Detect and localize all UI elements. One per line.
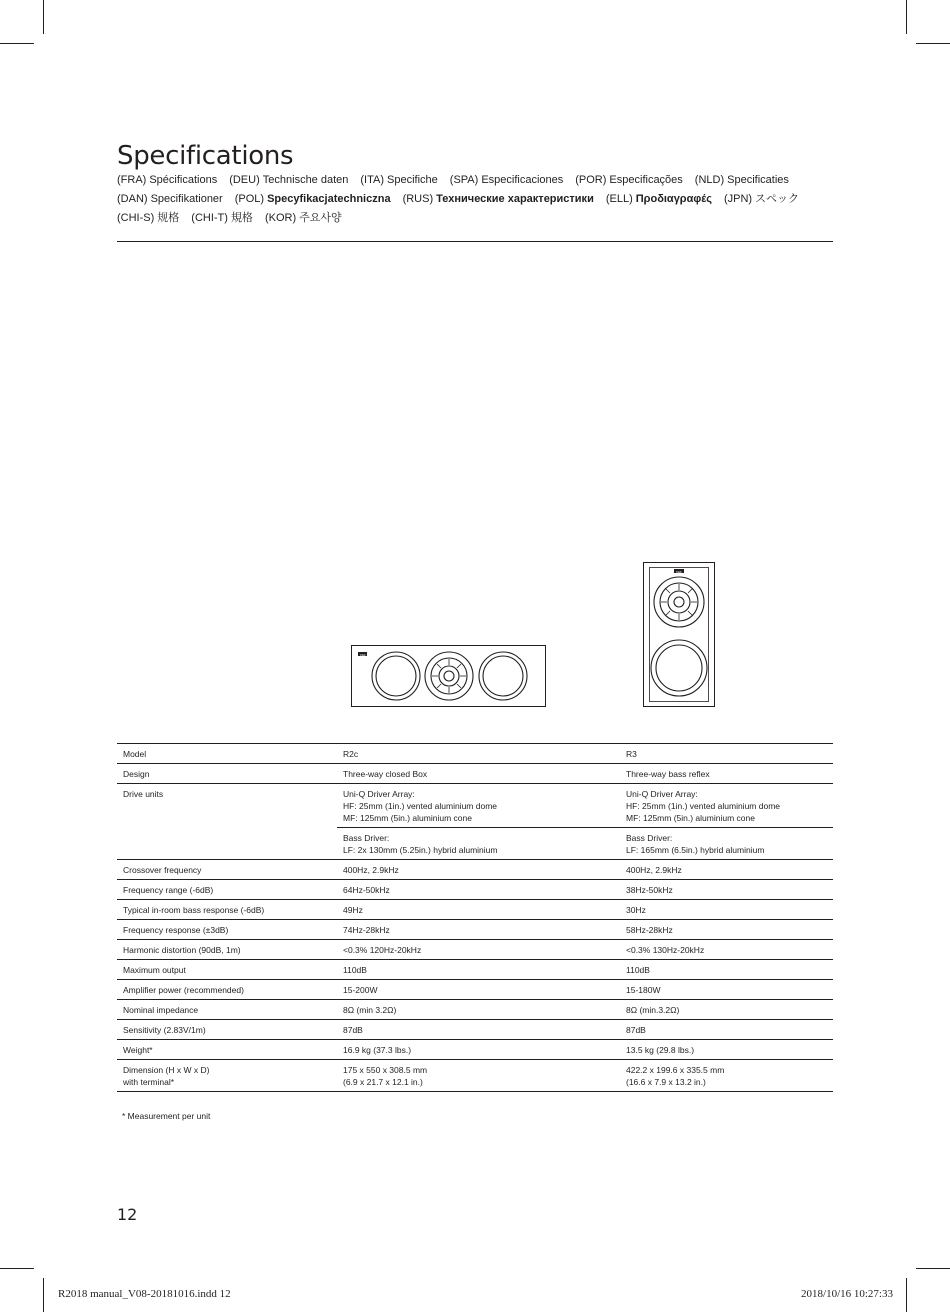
r2c-logo: KEF (360, 653, 366, 657)
translation-item (360, 174, 437, 186)
translated-title: Especificações (609, 174, 683, 186)
translated-title: 規格 (230, 212, 253, 224)
language-code: (POR) (575, 174, 607, 186)
spec-value-r3: 8Ω (min.3.2Ω) (620, 1000, 833, 1020)
spec-value-r3: 422.2 x 199.6 x 335.5 mm (16.6 x 7.9 x 13.2 in.) (620, 1060, 833, 1092)
crop-mark (43, 1278, 44, 1312)
spec-value-r2c: <0.3% 120Hz-20kHz (337, 940, 620, 960)
translations-line (117, 171, 832, 190)
spec-value-r3: 15-180W (620, 980, 833, 1000)
spec-value-r2c: Bass Driver: LF: 2x 130mm (5.25in.) hybrid aluminium (337, 828, 620, 860)
spec-value-r3: 400Hz, 2.9kHz (620, 860, 833, 880)
title-translations (117, 171, 832, 228)
page-number: 12 (117, 1205, 138, 1224)
translation-item (450, 174, 563, 186)
table-row (117, 1060, 833, 1092)
translated-title: Προδιαγραφές (635, 193, 712, 205)
table-header-row (117, 744, 833, 764)
crop-mark (0, 1268, 34, 1269)
translated-title: スペック (755, 193, 800, 205)
translation-item (695, 174, 789, 186)
spec-label: Sensitivity (2.83V/1m) (117, 1020, 337, 1040)
language-code: (ELL) (605, 193, 633, 205)
language-code: (KOR) (264, 212, 297, 224)
header-r2c: R2c (337, 744, 620, 764)
language-code: (JPN) (723, 193, 753, 205)
translations-line (117, 190, 832, 209)
slug-timestamp: 2018/10/16 10:27:33 (801, 1288, 893, 1300)
language-code: (NLD) (694, 174, 725, 186)
language-code: (SPA) (449, 174, 479, 186)
language-code: (CHI-S) (117, 212, 155, 224)
translation-item (265, 212, 342, 224)
spec-label: Frequency range (-6dB) (117, 880, 337, 900)
translation-item (403, 193, 594, 205)
translated-title: Технические характеристики (436, 193, 594, 205)
translation-item (117, 174, 217, 186)
language-code: (DEU) (229, 174, 260, 186)
language-code: (FRA) (117, 174, 147, 186)
spec-label: Dimension (H x W x D) with terminal* (117, 1060, 337, 1092)
table-row (117, 860, 833, 880)
spec-value-r3: 38Hz-50kHz (620, 880, 833, 900)
table-row (117, 764, 833, 784)
spec-value-r2c: 74Hz-28kHz (337, 920, 620, 940)
crop-mark (906, 1278, 907, 1312)
header-r3: R3 (620, 744, 833, 764)
translation-item (191, 212, 253, 224)
translated-title: Specifiche (387, 174, 438, 186)
spec-value-r3: 13.5 kg (29.8 lbs.) (620, 1040, 833, 1060)
page-title: Specifications (117, 141, 294, 172)
spec-value-r3: Three-way bass reflex (620, 764, 833, 784)
r3-logo: KEF (676, 570, 682, 574)
crop-mark (916, 1268, 950, 1269)
table-row (117, 1000, 833, 1020)
spec-label: Nominal impedance (117, 1000, 337, 1020)
translated-title: 规格 (157, 212, 180, 224)
spec-value-r3: 87dB (620, 1020, 833, 1040)
table-row (117, 1040, 833, 1060)
spec-label: Amplifier power (recommended) (117, 980, 337, 1000)
translation-item (575, 174, 683, 186)
slug-file-info: R2018 manual_V08-20181016.indd 12 (58, 1288, 231, 1300)
spec-label: Design (117, 764, 337, 784)
translation-item (117, 212, 179, 224)
footnote: * Measurement per unit (122, 1111, 211, 1121)
translated-title: Technische daten (262, 174, 349, 186)
language-code: (POL) (234, 193, 265, 205)
spec-label: Typical in-room bass response (-6dB) (117, 900, 337, 920)
spec-label: Crossover frequency (117, 860, 337, 880)
table-row (117, 1020, 833, 1040)
translated-title: 주요사양 (299, 212, 342, 224)
translated-title: Specifikationer (150, 193, 223, 205)
crop-mark (0, 43, 34, 44)
spec-value-r2c: 87dB (337, 1020, 620, 1040)
translated-title: Specyfikacjatechniczna (267, 193, 391, 205)
table-row (117, 900, 833, 920)
language-code: (CHI-T) (191, 212, 228, 224)
spec-label: Maximum output (117, 960, 337, 980)
spec-value-r3: 58Hz-28kHz (620, 920, 833, 940)
table-row (117, 880, 833, 900)
spec-value-r3: 30Hz (620, 900, 833, 920)
table-row (117, 940, 833, 960)
spec-label: Weight* (117, 1040, 337, 1060)
spec-value-r3: Uni-Q Driver Array: HF: 25mm (1in.) vented aluminium dome MF: 125mm (5in.) aluminium cone (620, 784, 833, 828)
crop-mark (906, 0, 907, 34)
language-code: (ITA) (360, 174, 385, 186)
spec-label (117, 828, 337, 860)
translation-item (235, 193, 391, 205)
crop-mark (916, 43, 950, 44)
translations-line (117, 209, 832, 228)
language-code: (RUS) (402, 193, 434, 205)
table-row (117, 980, 833, 1000)
table-row (117, 828, 833, 860)
spec-value-r3: 110dB (620, 960, 833, 980)
translation-item (229, 174, 348, 186)
spec-value-r2c: 400Hz, 2.9kHz (337, 860, 620, 880)
spec-value-r2c: 175 x 550 x 308.5 mm (6.9 x 21.7 x 12.1 in.) (337, 1060, 620, 1092)
translated-title: Spécifications (149, 174, 218, 186)
translated-title: Specificaties (727, 174, 789, 186)
spec-label: Harmonic distortion (90dB, 1m) (117, 940, 337, 960)
specifications-table (117, 743, 833, 1092)
translation-item (724, 193, 799, 205)
r2c-speaker-illustration (351, 645, 547, 708)
header-label: Model (117, 744, 337, 764)
crop-mark (43, 0, 44, 34)
spec-value-r2c: Three-way closed Box (337, 764, 620, 784)
header-divider (117, 241, 833, 242)
spec-value-r2c: 64Hz-50kHz (337, 880, 620, 900)
translation-item (606, 193, 712, 205)
spec-value-r2c: Uni-Q Driver Array: HF: 25mm (1in.) vented aluminium dome MF: 125mm (5in.) aluminium cone (337, 784, 620, 828)
translated-title: Especificaciones (481, 174, 564, 186)
translation-item (117, 193, 223, 205)
spec-label: Drive units (123, 789, 164, 799)
spec-value-r2c: 8Ω (min 3.2Ω) (337, 1000, 620, 1020)
table-row (117, 784, 833, 828)
spec-label: Frequency response (±3dB) (117, 920, 337, 940)
spec-value-r2c: 15-200W (337, 980, 620, 1000)
r3-speaker-illustration (643, 562, 716, 708)
spec-value-r2c: 49Hz (337, 900, 620, 920)
language-code: (DAN) (117, 193, 148, 205)
spec-value-r2c: 110dB (337, 960, 620, 980)
spec-value-r3: Bass Driver: LF: 165mm (6.5in.) hybrid aluminium (620, 828, 833, 860)
spec-value-r2c: 16.9 kg (37.3 lbs.) (337, 1040, 620, 1060)
table-row (117, 960, 833, 980)
spec-value-r3: <0.3% 130Hz-20kHz (620, 940, 833, 960)
table-row (117, 920, 833, 940)
